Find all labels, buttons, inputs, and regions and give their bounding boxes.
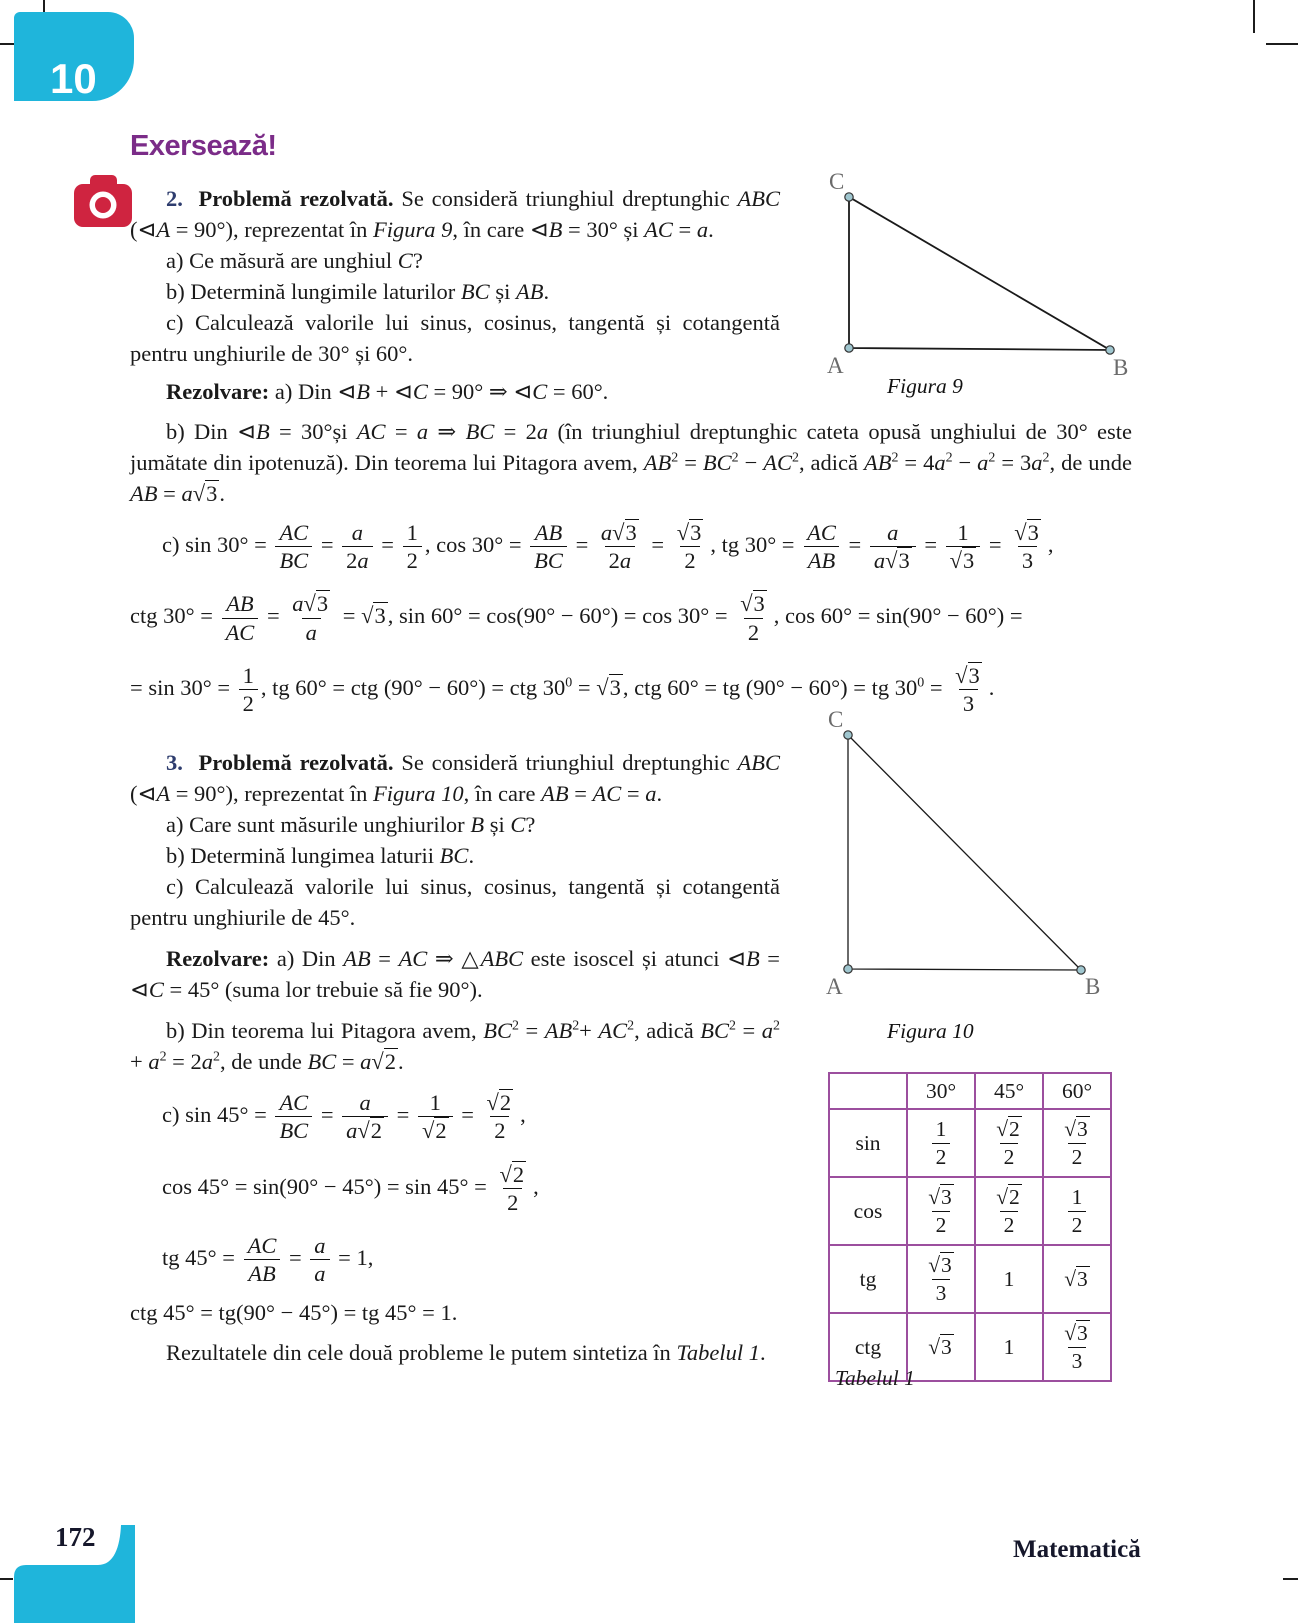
- crop-mark: [1253, 0, 1255, 33]
- table-header-row: [829, 1073, 1111, 1109]
- formula-line: ctg 45° = tg(90° − 45°) = tg 45° = 1.: [130, 1300, 458, 1326]
- problem2-solution-a: Rezolvare: a) Din ⊲B + ⊲C = 90° ⇒ ⊲C = 60°.: [166, 379, 609, 404]
- problem3-intro: 3. Problemă rezolvată. Se consideră triunghiul dreptunghic ABC (⊲A = 90°), reprezentat în Figura 10, în care AB = AC = a.: [130, 750, 780, 807]
- problem3-item-a: a) Care sunt măsurile unghiurilor B și C?: [166, 812, 536, 838]
- table-header-45: 45°: [975, 1073, 1043, 1109]
- vertex-label-c: C: [829, 169, 845, 194]
- figure-caption: Figura 10: [887, 1019, 974, 1043]
- crop-mark: [1266, 43, 1298, 45]
- page-title: Exersează!: [130, 130, 277, 162]
- table-cell: $\frac{√3}{2}$: [907, 1177, 975, 1245]
- problem3-item-c: c) Calculează valorile lui sinus, cosinus, tangentă și cotangentă pentru unghiurile de 45°.: [130, 874, 780, 931]
- figure-10: [815, 703, 1135, 1063]
- table-cell: $\frac{1}{2}$: [1043, 1177, 1111, 1245]
- table-cell: $\frac{√3}{2}$: [1043, 1109, 1111, 1177]
- problem2-intro: 2. Problemă rezolvată. Se consideră triunghiul dreptunghic ABC (⊲A = 90°), reprezentat în Figura 9, în care ⊲B = 30° și AC = a.: [130, 186, 780, 242]
- table-cell: $\frac{√3}{3}$: [907, 1245, 975, 1313]
- vertex-label-a: A: [826, 974, 843, 999]
- vertex-label-a: A: [827, 353, 844, 378]
- row-label: cos: [829, 1177, 907, 1245]
- footer-subject: Matematică: [1013, 1536, 1141, 1563]
- page-number: 172: [55, 1522, 96, 1552]
- table-cell: $\frac{√2}{2}$: [975, 1109, 1043, 1177]
- table-header-60: 60°: [1043, 1073, 1111, 1109]
- table-row-cos: [829, 1177, 1111, 1245]
- problem3-solution-b: b) Din teorema lui Pitagora avem, $BC^2 = AB^2+ AC^2$, adică $BC^2 = a^2 + a^2 = 2a^2$, de unde BC = a√2.: [130, 1018, 780, 1075]
- row-label: sin: [829, 1109, 907, 1177]
- table-row-sin: [829, 1109, 1111, 1177]
- vertex-label-c: C: [828, 707, 844, 732]
- closing-paragraph: Rezultatele din cele două probleme le putem sintetiza în Tabelul 1.: [166, 1339, 766, 1365]
- trig-values-table: [828, 1072, 1112, 1382]
- table-cell: 1: [975, 1313, 1043, 1381]
- vertex-label-b: B: [1085, 974, 1101, 999]
- formula-line: cos 45° = sin(90° − 45°) = sin 45° = $\frac{√2}{2}$ ,: [162, 1161, 539, 1215]
- formula-line: tg 45° = $\frac{AC}{AB}$ = $\frac{a}{a}$ = 1,: [162, 1232, 374, 1287]
- right-triangle-30-icon: [815, 173, 1135, 368]
- unit-number: 10: [50, 55, 97, 102]
- table-cell: √3: [907, 1313, 975, 1381]
- row-label: ctg: [829, 1313, 907, 1381]
- formula-line: ctg 30° = $\frac{AB}{AC}$ = $\frac{a√3}{a}$ = √3, sin 60° = cos(90° − 60°) = cos 30° = $\frac{√3}{2}$ , cos 60° = sin(90° − 60°) =: [130, 591, 1023, 645]
- crop-mark: [1283, 1578, 1298, 1580]
- unit-tab: [14, 12, 134, 101]
- problem2-item-c: c) Calculează valorile lui sinus, cosinus, tangentă și cotangentă pentru unghiurile de 30° și 60°.: [130, 310, 780, 366]
- table-header-30: 30°: [907, 1073, 975, 1109]
- problem2-item-b: b) Determină lungimile laturilor BC și AB.: [166, 279, 550, 304]
- crop-mark: [0, 1578, 13, 1580]
- figure-9: [815, 169, 1135, 413]
- table-caption: Tabelul 1: [835, 1366, 915, 1390]
- vertex-label-b: B: [1113, 355, 1129, 380]
- table-cell: $\frac{√3}{3}$: [1043, 1313, 1111, 1381]
- formula-line: c) sin 30° = $\frac{AC}{BC}$ = $\frac{a}{2a}$ = $\frac{1}{2}$ , cos 30° = $\frac{AB}{BC}$ = $\frac{a√3}{2a}$ = $\frac{√3}{2}$ , tg 30° = $\frac{AC}{AB}$ = $\frac{a}{a√3}$ = $\frac{1}{√3}$ = $\frac{√3}{3}$ ,: [162, 520, 1054, 574]
- formula-line: c) sin 45° = $\frac{AC}{BC}$ = $\frac{a}{a√2}$ = $\frac{1}{√2}$ = $\frac{√2}{2}$ ,: [162, 1090, 526, 1144]
- camera-icon: [72, 172, 134, 235]
- problem2-solution-b: b) Din ⊲B = 30°și AC = a ⇒ BC = 2a (în triunghiul dreptunghic cateta opusă unghiului de 30° este jumătate din ipotenuză). Din teorema lui Pitagora avem, $AB^2 = BC^2 - AC^2$, adică $AB^2 = 4a^2 - a^2 = 3a^2$, de unde AB = a√3.: [130, 419, 1133, 506]
- table-cell: $\frac{√2}{2}$: [975, 1177, 1043, 1245]
- table-corner-cell: [829, 1073, 907, 1109]
- problem3-solution-a: Rezolvare: a) Din AB = AC ⇒ △ABC este isoscel și atunci ⊲B = ⊲C = 45° (suma lor trebuie să fie 90°).: [130, 946, 780, 1003]
- table-row-tg: [829, 1245, 1111, 1313]
- right-triangle-45-icon: [815, 703, 1135, 988]
- problem3-item-b: b) Determină lungimea laturii BC.: [166, 843, 475, 869]
- table-cell: $\frac{1}{2}$: [907, 1109, 975, 1177]
- row-label: tg: [829, 1245, 907, 1313]
- formula-line: = sin 30° = $\frac{1}{2}$ , tg 60° = ctg (90° − 60°) = ctg $30^0 = √3$, ctg 60° = tg (90° − 60°) = tg $30^0$ = $\frac{√3}{3}$ .: [130, 662, 995, 716]
- table-cell: 1: [975, 1245, 1043, 1313]
- figure-caption: Figura 9: [887, 374, 963, 398]
- problem2-item-a: a) Ce măsură are unghiul C?: [166, 248, 423, 273]
- table-cell: √3: [1043, 1245, 1111, 1313]
